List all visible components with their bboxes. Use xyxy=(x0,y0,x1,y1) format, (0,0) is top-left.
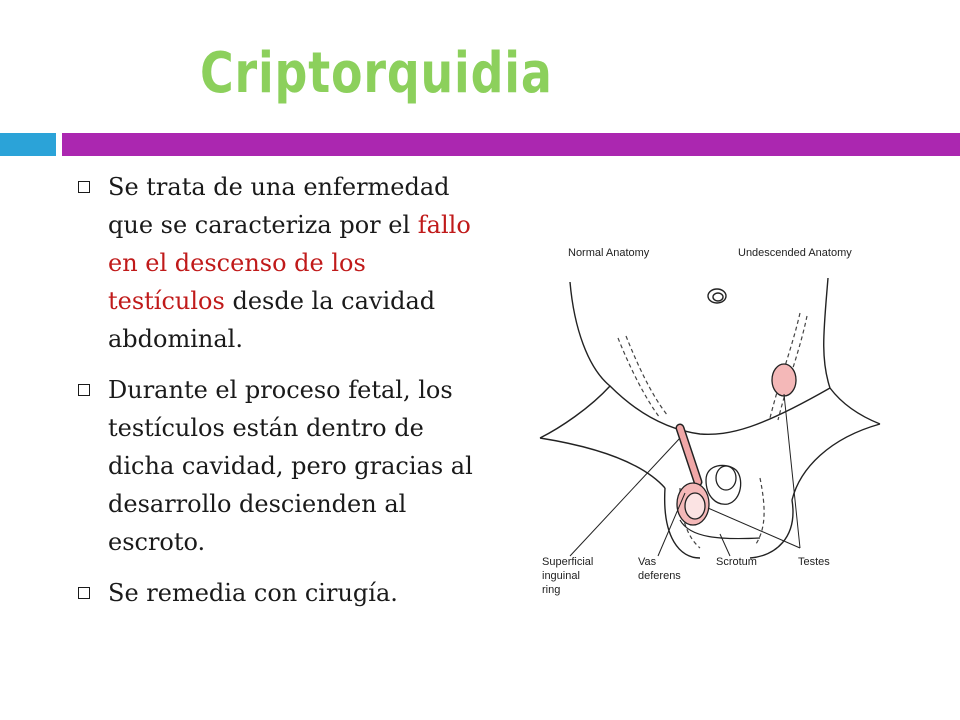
leader-lines xyxy=(570,394,800,556)
slide-title: Criptorquidia xyxy=(200,41,553,106)
label-vas: Vas xyxy=(638,556,657,568)
label-deferens: deferens xyxy=(638,570,681,582)
bullet-item-fetal xyxy=(78,371,478,561)
accent-bar-blue xyxy=(0,133,56,156)
bullet-text: Durante el proceso fetal, los testículos están dentro de dicha cavidad, pero gracias al desarrollo descienden al escroto. xyxy=(108,376,473,556)
penis-shape xyxy=(706,465,741,504)
square-bullet-icon xyxy=(78,181,90,193)
square-bullet-icon xyxy=(78,587,90,599)
bullet-item-definition xyxy=(78,168,478,358)
label-undescended-anatomy: Undescended Anatomy xyxy=(738,247,852,259)
vas-deferens xyxy=(680,428,698,482)
bullet-text-post: desde la cavidad abdominal. xyxy=(108,287,436,353)
anatomy-illustration xyxy=(530,238,890,608)
label-superficial: Superficial xyxy=(542,556,594,568)
bullet-text-pre: Se trata de una enfermedad que se caracteriza por el xyxy=(108,173,450,239)
bullet-list xyxy=(78,168,478,625)
body-outline xyxy=(540,278,880,558)
bullet-text: Se remedia con cirugía. xyxy=(108,579,398,607)
accent-bar-purple xyxy=(62,133,960,156)
label-scrotum: Scrotum xyxy=(716,556,757,568)
bullet-text-highlight: fallo en el descenso de los testículos xyxy=(108,211,471,315)
testis-undescended xyxy=(772,364,796,396)
bullet-item-remedy xyxy=(78,574,478,612)
label-ring: ring xyxy=(542,584,561,596)
label-testes: Testes xyxy=(798,556,830,568)
label-normal-anatomy: Normal Anatomy xyxy=(568,247,650,259)
testes-group xyxy=(677,364,796,525)
square-bullet-icon xyxy=(78,384,90,396)
label-inguinal: inguinal xyxy=(542,570,580,582)
inguinal-canals xyxy=(618,313,807,548)
